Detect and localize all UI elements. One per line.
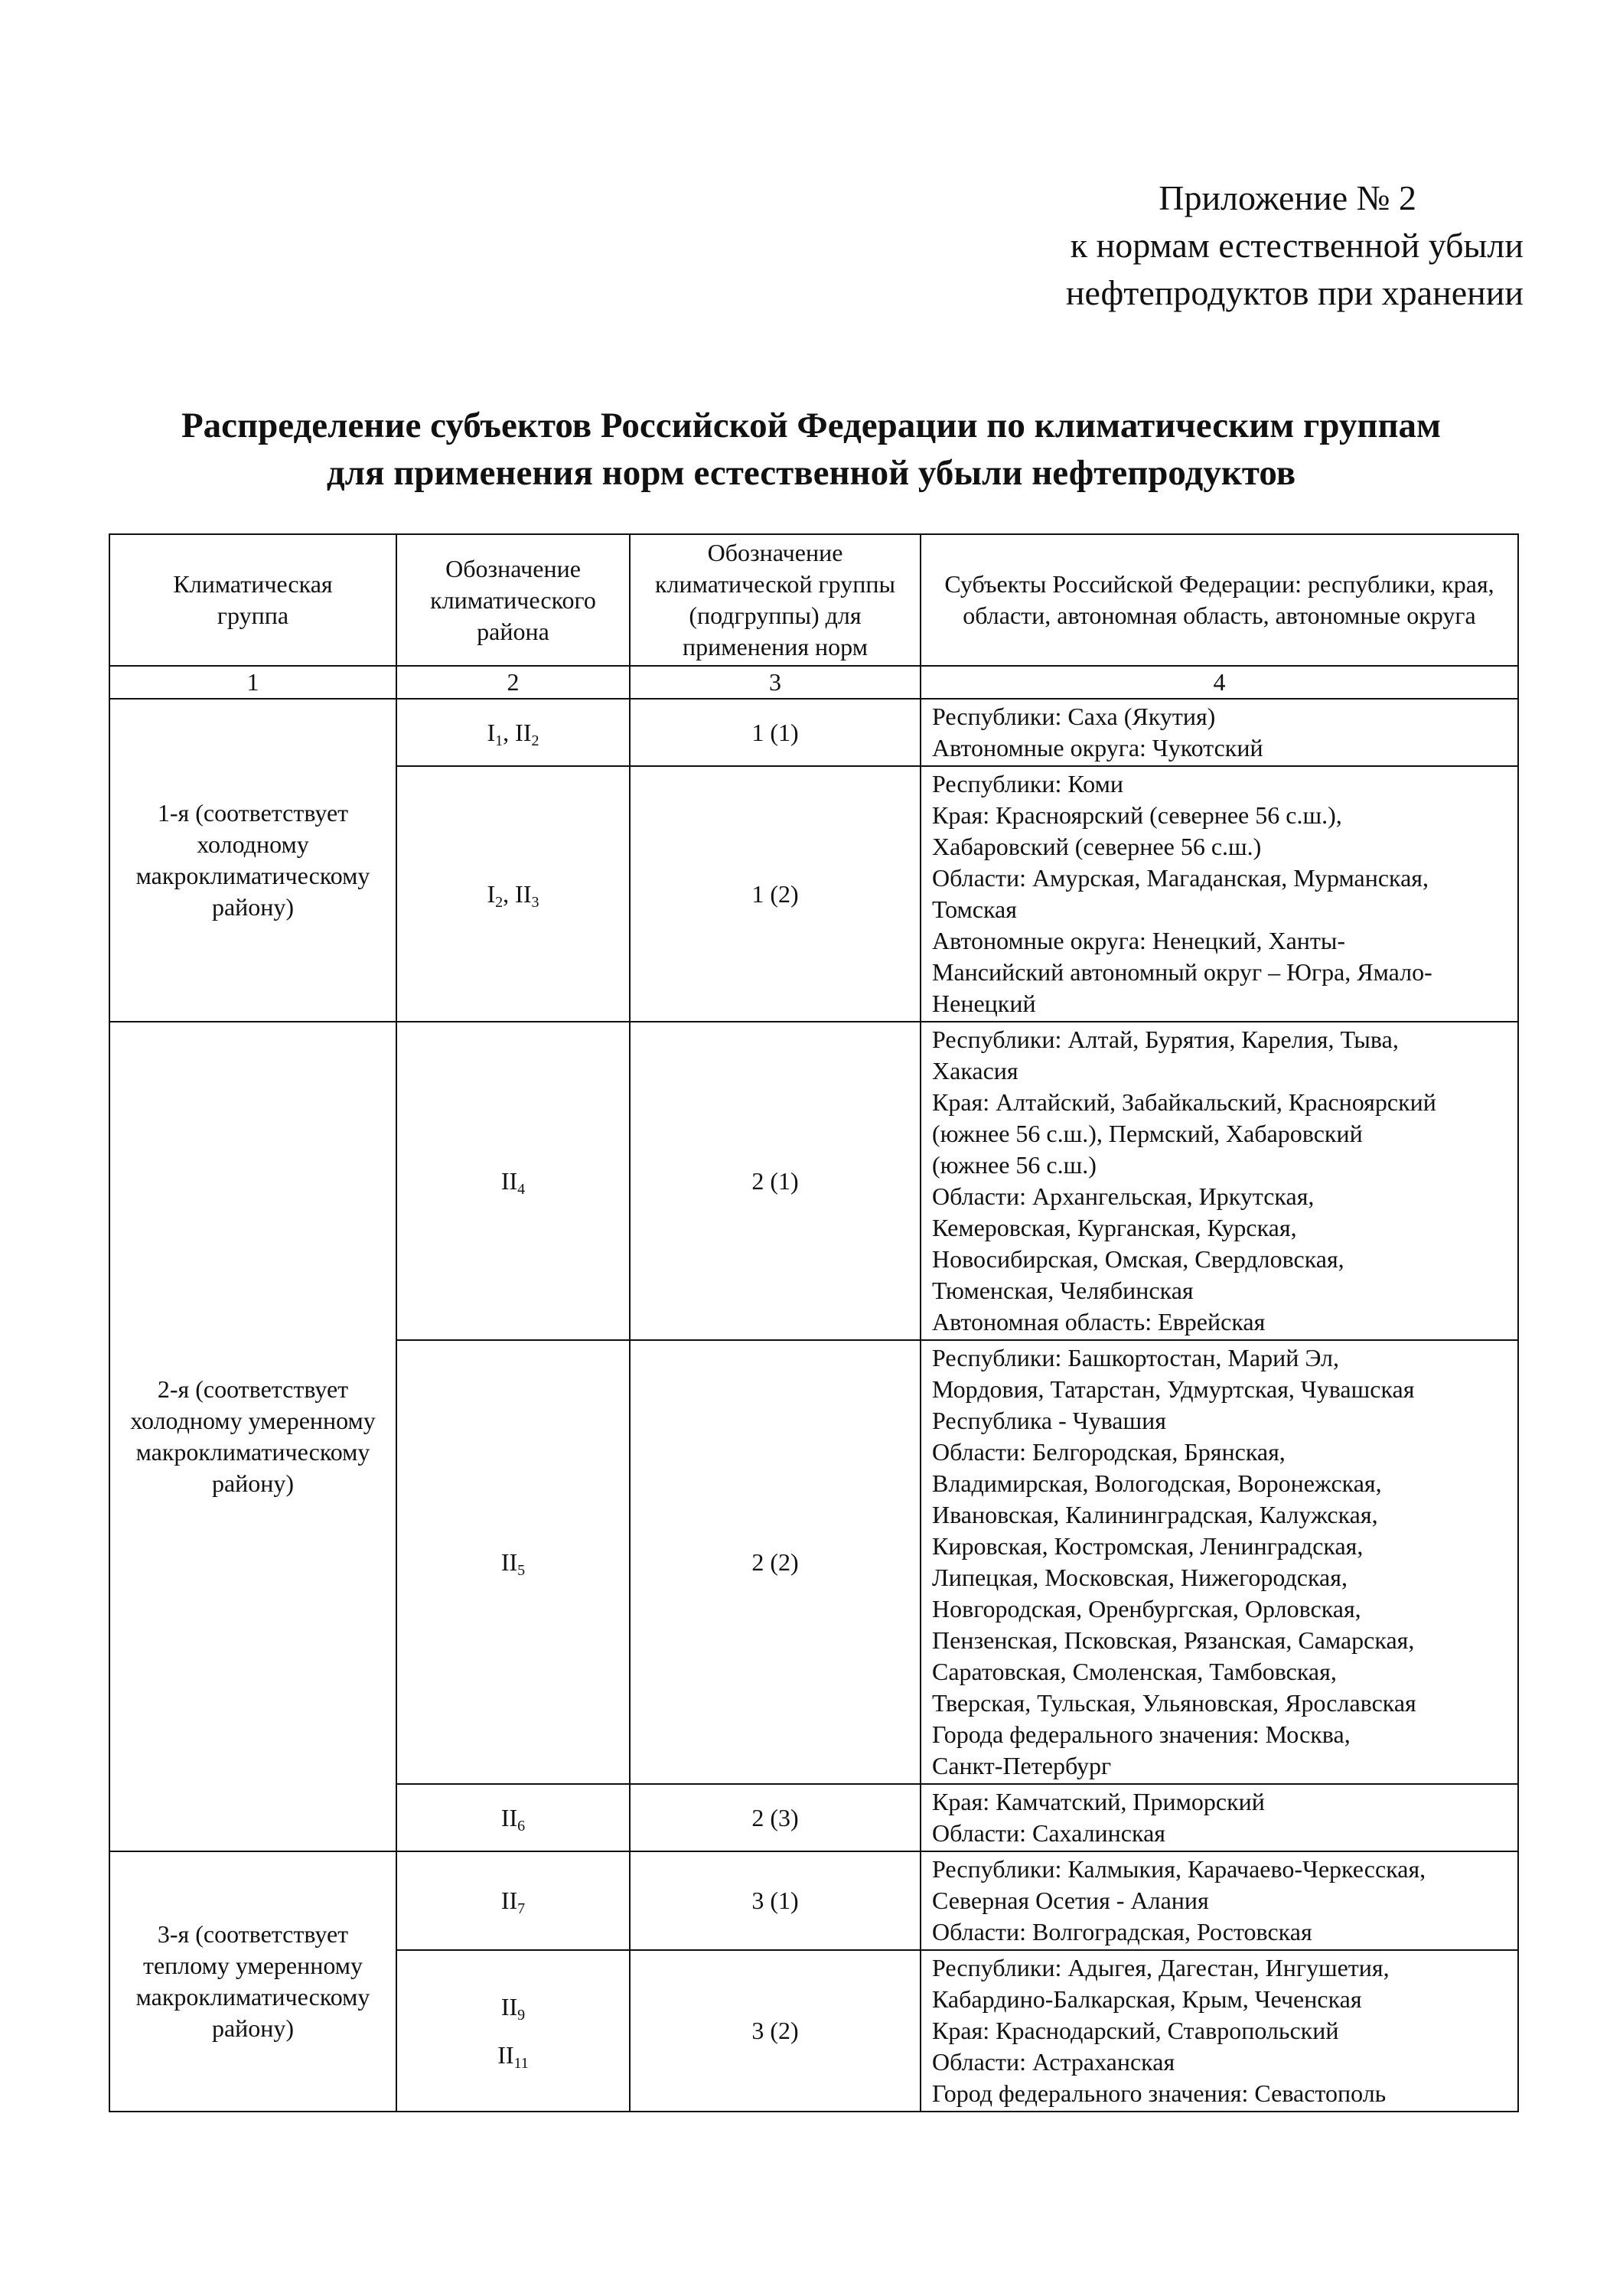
district-cell [396, 1022, 630, 1340]
header-district: Обозначение климатического района [396, 534, 630, 666]
group-code-cell: 3 (2) [630, 1950, 921, 2112]
subject-line: Края: Алтайский, Забайкальский, Красноярский [932, 1088, 1436, 1116]
subject-line: Области: Амурская, Магаданская, Мурманская, [932, 864, 1429, 892]
district-code: $I_2$ [487, 879, 504, 911]
col-number: 2 [396, 666, 630, 699]
climate-group-cell: 3-я (соответствует теплому умеренному макроклиматическому району) [109, 1851, 396, 2112]
subject-line: Новосибирская, Омская, Свердловская, [932, 1245, 1344, 1273]
subject-line: Республики: Башкортостан, Марий Эл, [932, 1344, 1339, 1371]
subjects-cell [921, 766, 1518, 1022]
subject-line: Края: Краснодарский, Ставропольский [932, 2017, 1339, 2044]
district-code: $II_9$ [500, 1992, 526, 2024]
group-code-cell: 2 (2) [630, 1340, 921, 1784]
district-cell [396, 1784, 630, 1851]
group-code-cell: 2 (3) [630, 1784, 921, 1851]
subjects-cell [921, 1950, 1518, 2112]
document-title [107, 402, 1515, 497]
appendix-number: Приложение № 2 [1159, 178, 1416, 217]
table-row [109, 1851, 1518, 1950]
header-group-code: Обозначение климатической группы (подгруппы) для применения норм [630, 534, 921, 666]
climate-group-cell: 2-я (соответствует холодному умеренному макроклиматическому району) [109, 1022, 396, 1851]
subject-line: Кабардино-Балкарская, Крым, Чеченская [932, 1985, 1362, 2013]
subject-line: Новгородская, Оренбургская, Орловская, [932, 1595, 1361, 1623]
document-title-line1: Распределение субъектов Российской Федерации по климатическим группам [181, 406, 1442, 445]
subjects-cell [921, 1022, 1518, 1340]
climate-group-cell: 1-я (соответствует холодному макроклиматическому району) [109, 699, 396, 1022]
subject-line: Хакасия [932, 1057, 1018, 1084]
subject-line: Город федерального значения: Севастополь [932, 2079, 1387, 2107]
subject-line: Автономные округа: Ненецкий, Ханты- [932, 927, 1346, 954]
subject-line: Автономные округа: Чукотский [932, 734, 1263, 762]
subject-line: Тюменская, Челябинская [932, 1277, 1194, 1304]
district-code: $II_4$ [500, 1166, 526, 1198]
subject-line: Края: Красноярский (севернее 56 с.ш.), [932, 801, 1342, 829]
subject-line: Области: Астраханская [932, 2048, 1175, 2076]
subject-line: Республики: Алтай, Бурятия, Карелия, Тыва, [932, 1026, 1399, 1053]
subject-line: Мансийский автономный округ – Югра, Ямало- [932, 958, 1432, 986]
subjects-cell [921, 1784, 1518, 1851]
district-cell [396, 1851, 630, 1950]
subject-line: Республики: Коми [932, 770, 1123, 797]
district-code: $II_2$ [515, 718, 539, 749]
district-code: $I_1$ [487, 718, 504, 749]
district-code: $II_3$ [515, 879, 539, 911]
subject-line: Области: Белгородская, Брянская, [932, 1438, 1286, 1466]
subject-line: Кемеровская, Курганская, Курская, [932, 1214, 1297, 1241]
subject-line: Республики: Калмыкия, Карачаево-Черкесская, [932, 1855, 1426, 1883]
table-row [109, 699, 1518, 766]
col-number: 4 [921, 666, 1518, 699]
subject-line: Области: Волгоградская, Ростовская [932, 1918, 1312, 1945]
group-code-cell: 1 (2) [630, 766, 921, 1022]
subject-line: Мордовия, Татарстан, Удмуртская, Чувашская [932, 1375, 1415, 1403]
col-number: 1 [109, 666, 396, 699]
subject-line: Автономная область: Еврейская [932, 1308, 1266, 1336]
subject-line: Республика - Чувашия [932, 1407, 1166, 1434]
district-cell [396, 1340, 630, 1784]
subject-line: Ивановская, Калининградская, Калужская, [932, 1501, 1378, 1528]
subject-line: (южнее 56 с.ш.), Пермский, Хабаровский [932, 1120, 1363, 1147]
group-code-cell: 3 (1) [630, 1851, 921, 1950]
subjects-cell [921, 1340, 1518, 1784]
climate-groups-table [109, 533, 1519, 2112]
appendix-ref-line2: нефтепродуктов при хранении [1065, 273, 1524, 312]
document-title-line2: для применения норм естественной убыли нефтепродуктов [326, 453, 1296, 493]
subject-line: Края: Камчатский, Приморский [932, 1788, 1265, 1815]
col-number: 3 [630, 666, 921, 699]
subject-line: Области: Сахалинская [932, 1819, 1165, 1847]
header-climate-group: Климатическая группа [109, 534, 396, 666]
subject-line: (южнее 56 с.ш.) [932, 1151, 1097, 1179]
district-code: $II_{11}$ [497, 2040, 529, 2072]
district-cell: $I_2$, $II_3$ [396, 766, 630, 1022]
appendix-ref-line1: к нормам естественной убыли [1070, 226, 1524, 265]
table-header-row [109, 534, 1518, 666]
subject-line: Санкт-Петербург [932, 1752, 1112, 1779]
subject-line: Республики: Адыгея, Дагестан, Ингушетия, [932, 1954, 1390, 1981]
header-subjects: Субъекты Российской Федерации: республики, края, области, автономная область, автономные округа [921, 534, 1518, 666]
subject-line: Пензенская, Псковская, Рязанская, Самарская, [932, 1626, 1415, 1654]
subject-line: Саратовская, Смоленская, Тамбовская, [932, 1658, 1337, 1685]
subject-line: Томская [932, 895, 1017, 923]
table-number-row [109, 666, 1518, 699]
subject-line: Липецкая, Московская, Нижегородская, [932, 1564, 1348, 1591]
district-cell [396, 1950, 630, 2112]
subject-line: Города федерального значения: Москва, [932, 1720, 1351, 1748]
subject-line: Ненецкий [932, 990, 1036, 1017]
subject-line: Владимирская, Вологодская, Воронежская, [932, 1469, 1382, 1497]
subject-line: Республики: Саха (Якутия) [932, 703, 1216, 730]
group-code-cell: 2 (1) [630, 1022, 921, 1340]
district-code: $II_5$ [500, 1548, 526, 1579]
district-code: $II_6$ [500, 1803, 526, 1835]
subject-line: Кировская, Костромская, Ленинградская, [932, 1532, 1364, 1560]
subject-line: Хабаровский (севернее 56 с.ш.) [932, 833, 1262, 860]
subjects-cell [921, 699, 1518, 766]
group-code-cell: 1 (1) [630, 699, 921, 766]
subject-line: Области: Архангельская, Иркутская, [932, 1182, 1315, 1210]
subject-line: Северная Осетия - Алания [932, 1887, 1209, 1914]
subjects-cell [921, 1851, 1518, 1950]
table-row [109, 1022, 1518, 1340]
appendix-header [1066, 174, 1524, 317]
district-code: $II_7$ [500, 1887, 526, 1917]
district-cell: $I_1$, $II_2$ [396, 699, 630, 766]
subject-line: Тверская, Тульская, Ульяновская, Ярославская [932, 1689, 1416, 1717]
